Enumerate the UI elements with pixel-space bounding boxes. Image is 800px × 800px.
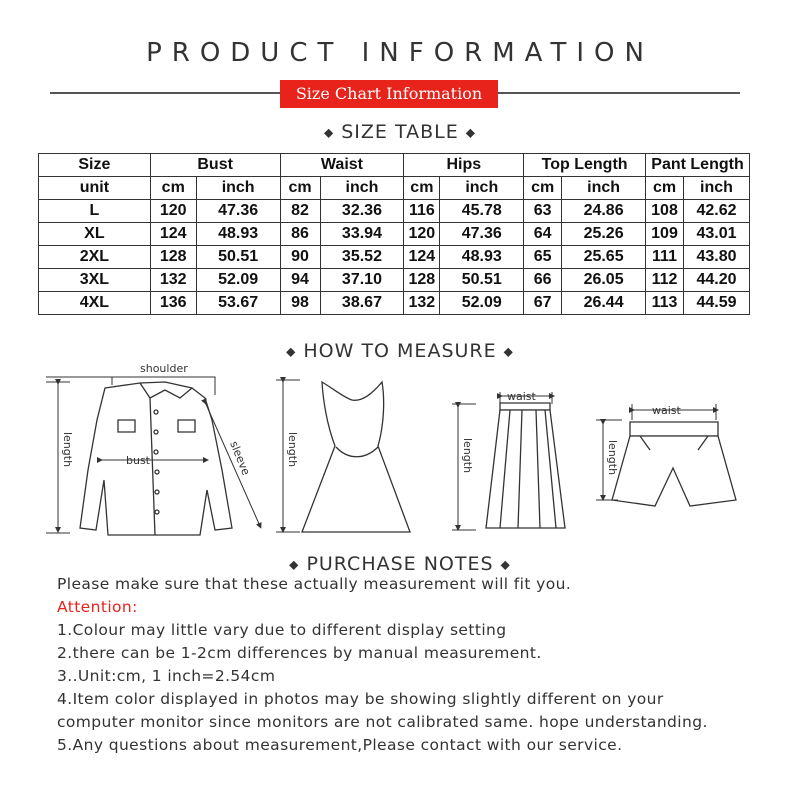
table-cell: 38.67 <box>320 292 404 315</box>
table-cell: 67 <box>524 292 562 315</box>
table-cell: 25.26 <box>562 223 646 246</box>
bust-label: bust <box>126 454 150 467</box>
table-cell: 64 <box>524 223 562 246</box>
table-cell: 116 <box>404 200 440 223</box>
size-cell: 2XL <box>39 246 151 269</box>
shoulder-label: shoulder <box>140 362 188 375</box>
diamond-bullet-icon: ◆ <box>465 125 477 140</box>
table-cell: 108 <box>646 200 684 223</box>
table-cell: 44.59 <box>683 292 749 315</box>
table-cell: 132 <box>150 269 196 292</box>
table-cell: 43.01 <box>683 223 749 246</box>
size-cell: L <box>39 200 151 223</box>
table-cell: 48.93 <box>196 223 280 246</box>
size-cell: XL <box>39 223 151 246</box>
length-label: length <box>61 432 74 468</box>
table-cell: 52.09 <box>440 292 524 315</box>
skirt-icon <box>486 403 565 528</box>
page-title: PRODUCT INFORMATION <box>146 38 654 68</box>
size-chart-badge: Size Chart Information <box>280 80 498 108</box>
table-cell: 26.05 <box>562 269 646 292</box>
table-cell: 45.78 <box>440 200 524 223</box>
diamond-bullet-icon: ◆ <box>503 344 514 359</box>
table-cell: 120 <box>150 200 196 223</box>
unit-cell: cm <box>280 177 320 200</box>
table-cell: 26.44 <box>562 292 646 315</box>
table-cell: 94 <box>280 269 320 292</box>
column-header: Hips <box>404 154 524 177</box>
length-label: length <box>286 432 299 468</box>
sleeve-label: sleeve <box>227 439 253 478</box>
table-cell: 128 <box>150 246 196 269</box>
note-item: 1.Colour may little vary due to different display setting <box>57 621 507 639</box>
table-cell: 42.62 <box>683 200 749 223</box>
column-header: Bust <box>150 154 280 177</box>
table-cell: 32.36 <box>320 200 404 223</box>
unit-label: unit <box>39 177 151 200</box>
notes-intro: Please make sure that these actually measurement will fit you. <box>57 575 572 593</box>
table-cell: 124 <box>150 223 196 246</box>
table-cell: 37.10 <box>320 269 404 292</box>
table-cell: 43.80 <box>683 246 749 269</box>
note-item: 3..Unit:cm, 1 inch=2.54cm <box>57 667 276 685</box>
shirt-icon <box>80 382 232 535</box>
table-cell: 98 <box>280 292 320 315</box>
attention-label: Attention: <box>57 598 138 616</box>
table-cell: 82 <box>280 200 320 223</box>
table-cell: 66 <box>524 269 562 292</box>
diamond-bullet-icon: ◆ <box>500 557 511 572</box>
column-header: Pant Length <box>646 154 750 177</box>
table-cell: 86 <box>280 223 320 246</box>
table-cell: 65 <box>524 246 562 269</box>
table-cell: 24.86 <box>562 200 646 223</box>
unit-cell: inch <box>196 177 280 200</box>
column-header: Waist <box>280 154 404 177</box>
table-cell: 52.09 <box>196 269 280 292</box>
table-cell: 111 <box>646 246 684 269</box>
unit-cell: cm <box>150 177 196 200</box>
unit-cell: cm <box>646 177 684 200</box>
unit-cell: cm <box>524 177 562 200</box>
unit-cell: inch <box>562 177 646 200</box>
shorts-icon <box>612 422 736 506</box>
table-cell: 128 <box>404 269 440 292</box>
table-cell: 53.67 <box>196 292 280 315</box>
unit-cell: inch <box>440 177 524 200</box>
length-label: length <box>461 438 474 474</box>
table-cell: 136 <box>150 292 196 315</box>
size-table-heading-text: SIZE TABLE <box>341 121 459 143</box>
waist-label: waist <box>652 404 681 417</box>
table-cell: 90 <box>280 246 320 269</box>
table-cell: 124 <box>404 246 440 269</box>
table-cell: 132 <box>404 292 440 315</box>
table-cell: 109 <box>646 223 684 246</box>
note-item: 2.there can be 1-2cm differences by manual measurement. <box>57 644 542 662</box>
diamond-bullet-icon: ◆ <box>289 557 300 572</box>
table-cell: 47.36 <box>440 223 524 246</box>
table-cell: 47.36 <box>196 200 280 223</box>
table-cell: 50.51 <box>440 269 524 292</box>
table-cell: 113 <box>646 292 684 315</box>
note-item: 5.Any questions about measurement,Please contact with our service. <box>57 736 623 754</box>
table-cell: 33.94 <box>320 223 404 246</box>
note-item: 4.Item color displayed in photos may be showing slightly different on your <box>57 690 664 708</box>
table-cell: 44.20 <box>683 269 749 292</box>
unit-cell: cm <box>404 177 440 200</box>
table-cell: 35.52 <box>320 246 404 269</box>
table-cell: 120 <box>404 223 440 246</box>
purchase-notes-heading-text: PURCHASE NOTES <box>306 553 494 575</box>
size-cell: 4XL <box>39 292 151 315</box>
table-cell: 112 <box>646 269 684 292</box>
table-cell: 48.93 <box>440 246 524 269</box>
dress-icon <box>302 382 410 532</box>
table-cell: 63 <box>524 200 562 223</box>
size-cell: 3XL <box>39 269 151 292</box>
purchase-notes-heading <box>0 553 800 575</box>
column-header: Size <box>39 154 151 177</box>
how-to-measure-heading-text: HOW TO MEASURE <box>303 340 497 362</box>
table-cell: 50.51 <box>196 246 280 269</box>
unit-cell: inch <box>683 177 749 200</box>
note-item: computer monitor since monitors are not calibrated same. hope understanding. <box>57 713 708 731</box>
diamond-bullet-icon: ◆ <box>323 125 335 140</box>
waist-label: waist <box>507 390 536 403</box>
column-header: Top Length <box>524 154 646 177</box>
unit-cell: inch <box>320 177 404 200</box>
length-label: length <box>606 440 619 476</box>
purchase-notes <box>57 573 708 757</box>
table-cell: 25.65 <box>562 246 646 269</box>
diamond-bullet-icon: ◆ <box>286 344 297 359</box>
